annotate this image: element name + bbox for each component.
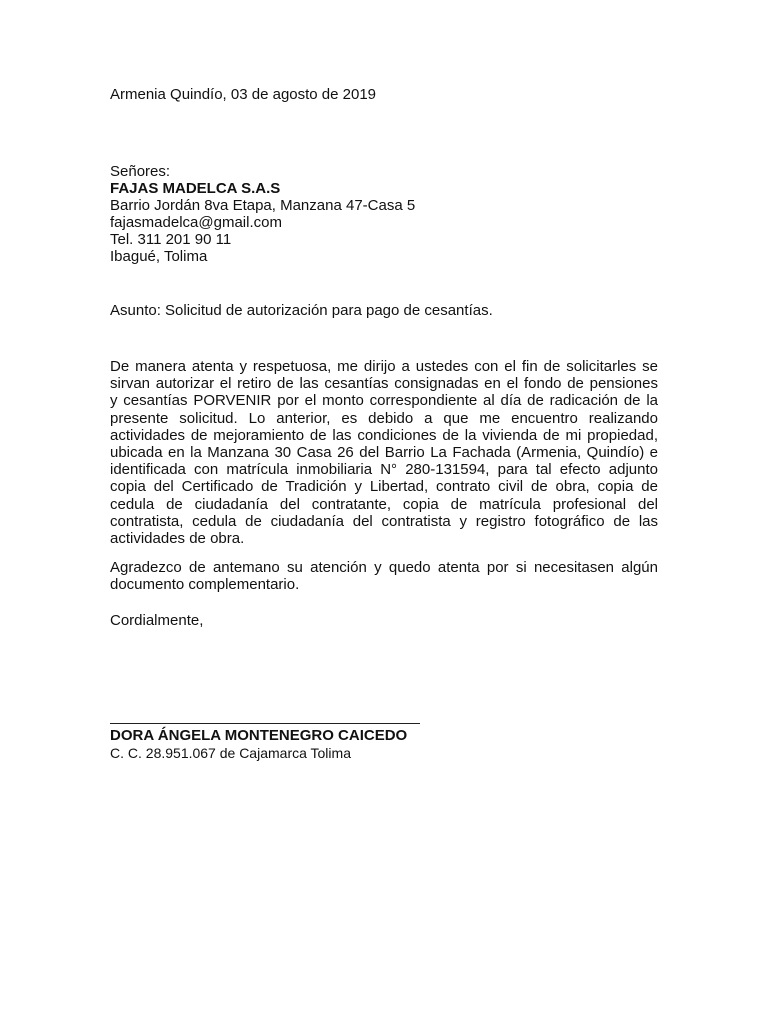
body-line: copia del Certificado de Tradición y Libertad, contrato civil de obra, copia de — [110, 478, 658, 496]
recipient-email: fajasmadelca@gmail.com — [110, 214, 282, 231]
recipient-company: FAJAS MADELCA S.A.S — [110, 180, 281, 197]
signature-line — [110, 723, 420, 724]
body-line: y cesantías PORVENIR por el monto correspondiente al día de radicación de la — [110, 392, 658, 410]
closing: Cordialmente, — [110, 612, 204, 629]
body-line: actividades de obra. — [110, 529, 245, 547]
body-line: De manera atenta y respetuosa, me dirijo a ustedes con el fin de solicitarles se — [110, 358, 658, 375]
salutation: Señores: — [110, 163, 171, 180]
body-line: sirvan autorizar el retiro de las cesantías consignadas en el fondo de pensiones — [110, 375, 658, 393]
signer-name: DORA ÁNGELA MONTENEGRO CAICEDO — [110, 727, 408, 744]
body-line: actividades de mejoramiento de las condiciones de la vivienda de mi propiedad, — [110, 426, 658, 444]
body-line: presente solicitud. Lo anterior, es debido a que me encuentro realizando — [110, 409, 658, 427]
body-line: documento complementario. — [110, 576, 300, 594]
subject-line: Asunto: Solicitud de autorización para pago de cesantías. — [110, 302, 493, 319]
body-line: contratista, cedula de ciudadanía del contratista y registro fotográfico de las — [110, 512, 658, 530]
body-line: Agradezco de antemano su atención y quedo atenta por si necesitasen algún — [110, 559, 658, 576]
signer-id: C. C. 28.951.067 de Cajamarca Tolima — [110, 745, 351, 761]
place-date: Armenia Quindío, 03 de agosto de 2019 — [110, 86, 377, 103]
body-line: cedula de ciudadanía del contratante, copia de matrícula profesional del — [110, 495, 658, 513]
body-line: ubicada en la Manzana 30 Casa 26 del Barrio La Fachada (Armenia, Quindío) e — [110, 443, 658, 461]
recipient-city: Ibagué, Tolima — [110, 248, 208, 265]
body-line: identificada con matrícula inmobiliaria N° 280-131594, para tal efecto adjunto — [110, 461, 658, 479]
body-paragraph-1 — [110, 358, 658, 547]
recipient-address: Barrio Jordán 8va Etapa, Manzana 47-Casa 5 — [110, 197, 416, 214]
body-paragraph-2 — [110, 559, 658, 593]
recipient-phone: Tel. 311 201 90 11 — [110, 231, 232, 248]
